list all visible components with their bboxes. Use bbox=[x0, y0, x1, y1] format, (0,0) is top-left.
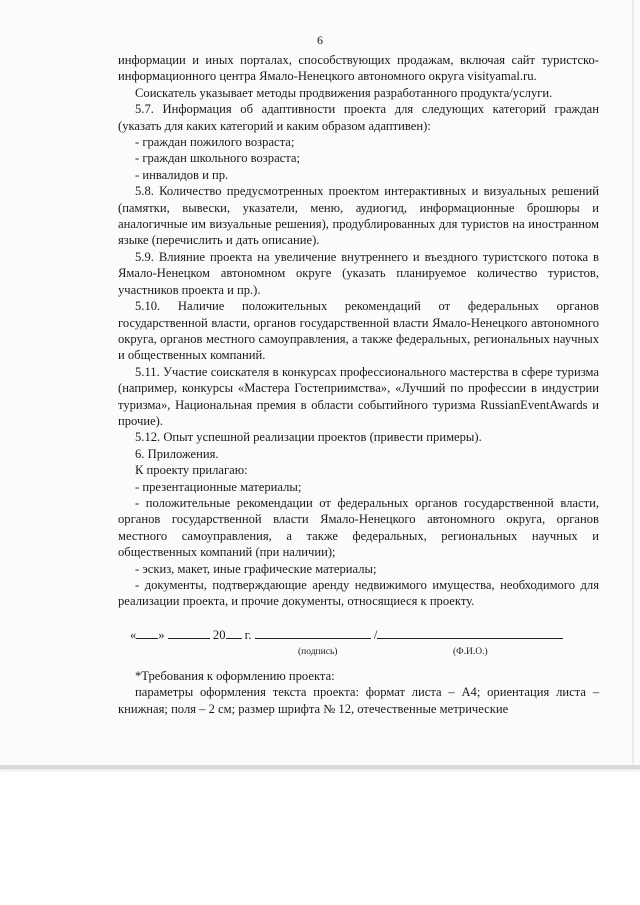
year-prefix: 20 bbox=[212, 627, 226, 642]
requirements-title: *Требования к оформлению проекта: bbox=[135, 668, 335, 683]
list-item: - инвалидов и пр. bbox=[135, 167, 229, 182]
paragraph: 5.8. Количество предусмотренных проектом интерактивных и визуальных решений (памятки, вывески, указатели, меню, аудиогид, информационные брошюры и аналогичные им визуальные решения), продублированных для туристов на иностранном языке (перечислить и дать описание). bbox=[118, 184, 599, 248]
page-number: 6 bbox=[317, 33, 323, 47]
month-blank bbox=[168, 626, 210, 639]
paragraph: 5.10. Наличие положительных рекомендаций от федеральных органов государственной власти, органов государственной власти Ямало-Ненецкого автономного округа, органов местного самоуправления, а также федеральных, региональных научных и общественных компаний. bbox=[118, 299, 599, 363]
document-body bbox=[118, 52, 599, 717]
list-item: - документы, подтверждающие аренду недвижимого имущества, необходимого для реализации проекта, и прочие документы, относящиеся к проекту. bbox=[118, 578, 599, 609]
list-item: - граждан пожилого возраста; bbox=[135, 135, 295, 150]
paragraph: 5.11. Участие соискателя в конкурсах профессионального мастерства в сфере туризма (например, конкурсы «Мастера Гостеприимства», «Лучший по профессии в индустрии туризма», Национальная премия в области событийного туризма RussianEventAwards и прочие). bbox=[118, 364, 599, 428]
slash: / bbox=[373, 627, 378, 642]
fio-blank bbox=[377, 626, 563, 639]
signature-block bbox=[118, 626, 599, 656]
signature-blank bbox=[255, 626, 371, 639]
year-blank bbox=[226, 626, 242, 639]
paragraph: 5.12. Опыт успешной реализации проектов (привести примеры). bbox=[135, 430, 482, 445]
paragraph: К проекту прилагаю: bbox=[135, 463, 248, 478]
year-suffix: г. bbox=[244, 627, 252, 642]
requirements-body: параметры оформления текста проекта: формат листа – А4; ориентация листа – книжная; поля – 2 см; размер шрифта № 12, отечественные метрические bbox=[118, 685, 599, 716]
paragraph: 5.7. Информация об адаптивности проекта для следующих категорий граждан (указать для каких категорий и каким образом адаптивен): bbox=[118, 102, 599, 133]
section-heading: 6. Приложения. bbox=[135, 446, 219, 461]
day-blank bbox=[136, 626, 158, 639]
signature-line bbox=[118, 626, 599, 643]
list-item: - эскиз, макет, иные графические материалы; bbox=[135, 561, 377, 576]
caption-fio: (Ф.И.О.) bbox=[453, 646, 488, 657]
paragraph: 5.9. Влияние проекта на увеличение внутреннего и въездного туристского потока в Ямало-Ненецком автономном округе (указать планируемое количество туристов, участников проекта и пр.). bbox=[118, 249, 599, 297]
paragraph: информации и иных порталах, способствующих продажам, включая сайт туристско-информационного центра Ямало-Ненецкого автономного округа visityamal.ru. bbox=[118, 53, 599, 84]
list-item: - презентационные материалы; bbox=[135, 479, 302, 494]
date-close-quote: » bbox=[158, 627, 165, 642]
list-item: - положительные рекомендации от федеральных органов государственной власти, органов государственной власти Ямало-Ненецкого автономного округа, органов местного самоуправления, а также федеральных, региональных научных и общественных компаний (при наличии); bbox=[118, 495, 599, 560]
paragraph: Соискатель указывает методы продвижения разработанного продукта/услуги. bbox=[135, 85, 553, 100]
date-open-quote: « bbox=[130, 627, 137, 642]
list-item: - граждан школьного возраста; bbox=[135, 151, 301, 166]
caption-signature: (подпись) bbox=[298, 646, 338, 657]
